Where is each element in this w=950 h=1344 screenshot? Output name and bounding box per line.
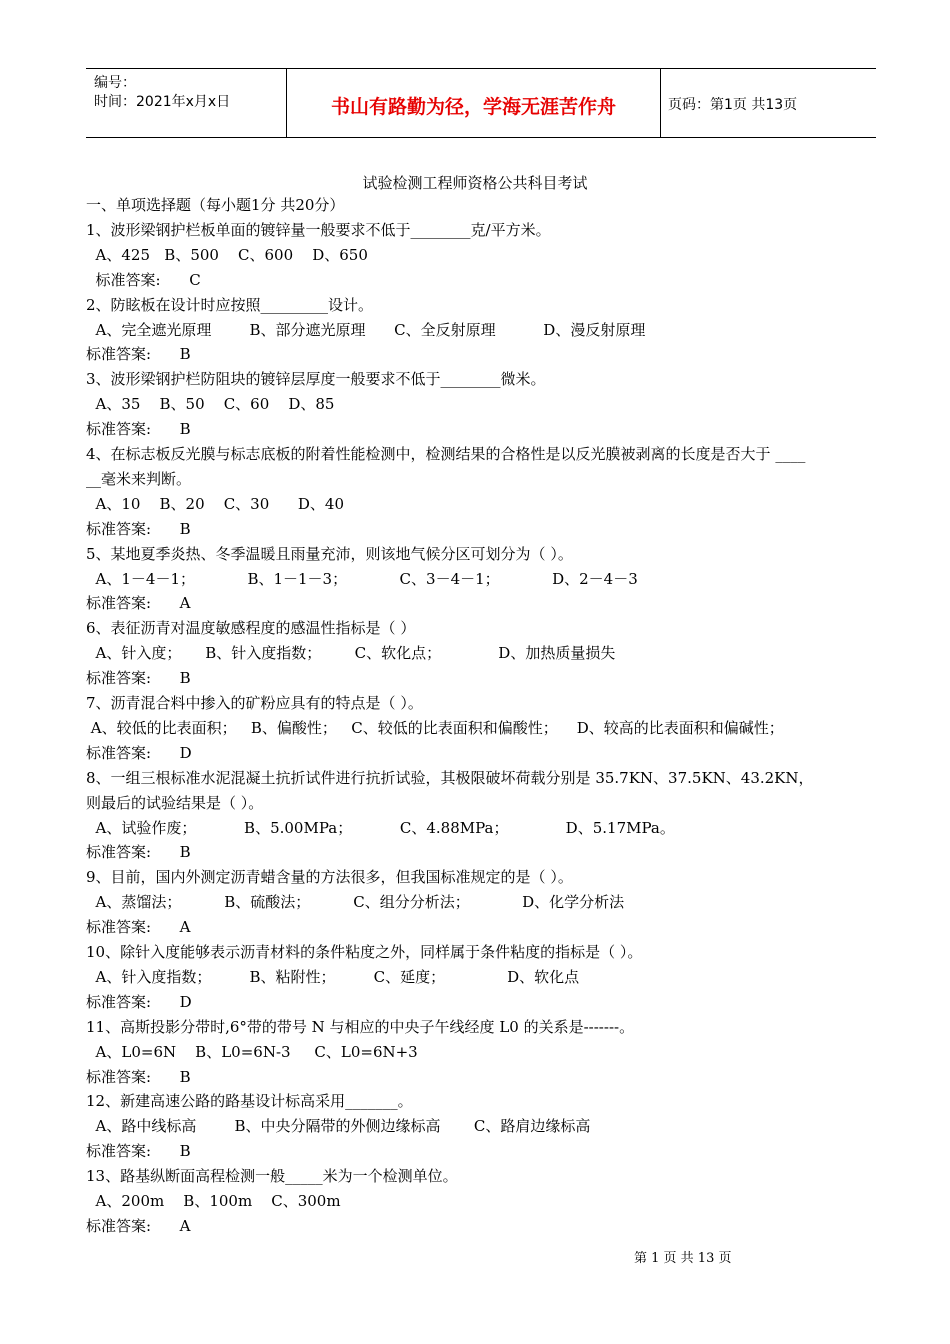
- question-text: 13、路基纵断面高程检测一般_____米为一个检测单位。: [86, 1167, 458, 1185]
- standard-answer: 标准答案: B: [86, 669, 191, 687]
- header-motto: 书山有路勤为径，学海无涯苦作舟: [330, 96, 616, 118]
- question-text: 2、防眩板在设计时应按照_________设计。: [86, 296, 374, 314]
- question-text: 8、一组三根标准水泥混凝土抗折试件进行抗折试验，其极限破坏荷载分别是 35.7KN、37.5KN、43.2KN，: [86, 769, 814, 787]
- standard-answer: 标准答案: B: [86, 520, 191, 538]
- answer-options: A、200m B、100m C、300m: [86, 1192, 341, 1210]
- standard-answer: 标准答案: A: [86, 594, 191, 612]
- standard-answer: 标准答案: B: [86, 420, 191, 438]
- question-text-continued: __毫米来判断。: [86, 470, 192, 488]
- document-time-label: 时间：2021年x月x日: [94, 94, 231, 110]
- answer-options: A、10 B、20 C、30 D、40: [86, 495, 344, 513]
- answer-options: A、较低的比表面积； B、偏酸性； C、较低的比表面积和偏酸性； D、较高的比表面积和偏碱性；: [86, 719, 784, 737]
- standard-answer: 标准答案: D: [86, 993, 192, 1011]
- question-text: 3、波形梁钢护栏防阻块的镀锌层厚度一般要求不低于________微米。: [86, 370, 546, 388]
- answer-options: A、35 B、50 C、60 D、85: [86, 395, 335, 413]
- question-text: 7、沥青混合料中掺入的矿粉应具有的特点是（ ）。: [86, 694, 423, 712]
- question-text: 10、除针入度能够表示沥青材料的条件粘度之外，同样属于条件粘度的指标是（ ）。: [86, 943, 643, 961]
- question-text-continued: 则最后的试验结果是（ ）。: [86, 794, 264, 812]
- answer-options: A、1－4－1； B、1－1－3； C、3－4－1； D、2－4－3: [86, 570, 638, 588]
- header-info-cell: [86, 69, 286, 137]
- answer-options: A、425 B、500 C、600 D、650: [86, 246, 368, 264]
- answer-options: A、针入度指数； B、粘附性； C、延度； D、软化点: [86, 968, 580, 986]
- standard-answer: 标准答案: B: [86, 843, 191, 861]
- header-motto-cell: [286, 69, 661, 137]
- answer-options: A、L0=6N B、L0=6N-3 C、L0=6N+3: [86, 1043, 418, 1061]
- standard-answer: 标准答案: D: [86, 744, 192, 762]
- question-text: 12、新建高速公路的路基设计标高采用_______。: [86, 1092, 413, 1110]
- question-text: 5、某地夏季炎热、冬季温暖且雨量充沛，则该地气候分区可划分为（ ）。: [86, 545, 573, 563]
- section-heading: 一、单项选择题（每小题1分 共20分）: [86, 196, 345, 214]
- question-text: 4、在标志板反光膜与标志底板的附着性能检测中，检测结果的合格性是以反光膜被剥离的长度是否大于 ____: [86, 445, 806, 463]
- header-page-number: 页码：第1页 共13页: [668, 97, 798, 113]
- standard-answer: 标准答案: B: [86, 1068, 191, 1086]
- answer-options: A、路中线标高 B、中央分隔带的外侧边缘标高 C、路肩边缘标高: [86, 1117, 591, 1135]
- footer-page-number: 第 1 页 共 13 页: [634, 1251, 732, 1266]
- document-number-label: 编号：: [94, 75, 136, 91]
- standard-answer: 标准答案: B: [86, 345, 191, 363]
- question-text: 9、目前，国内外测定沥青蜡含量的方法很多，但我国标准规定的是（ ）。: [86, 868, 573, 886]
- question-text: 6、表征沥青对温度敏感程度的感温性指标是（ ）: [86, 619, 416, 637]
- page-header: [86, 68, 876, 138]
- question-text: 11、高斯投影分带时,6°带的带号 N 与相应的中央子午线经度 L0 的关系是-------。: [86, 1018, 635, 1036]
- answer-options: A、试验作废； B、5.00MPa； C、4.88MPa； D、5.17MPa。: [86, 819, 675, 837]
- header-page-cell: [660, 69, 876, 137]
- standard-answer: 标准答案: A: [86, 1217, 191, 1235]
- exam-title: 试验检测工程师资格公共科目考试: [362, 174, 588, 192]
- answer-options: A、针入度； B、针入度指数； C、软化点； D、加热质量损失: [86, 644, 616, 662]
- standard-answer: 标准答案: B: [86, 1142, 191, 1160]
- standard-answer: 标准答案: C: [86, 271, 201, 289]
- answer-options: A、完全遮光原理 B、部分遮光原理 C、全反射原理 D、漫反射原理: [86, 321, 646, 339]
- standard-answer: 标准答案: A: [86, 918, 191, 936]
- answer-options: A、蒸馏法； B、硫酸法； C、组分分析法； D、化学分析法: [86, 893, 625, 911]
- question-text: 1、波形梁钢护栏板单面的镀锌量一般要求不低于________克/平方米。: [86, 221, 551, 239]
